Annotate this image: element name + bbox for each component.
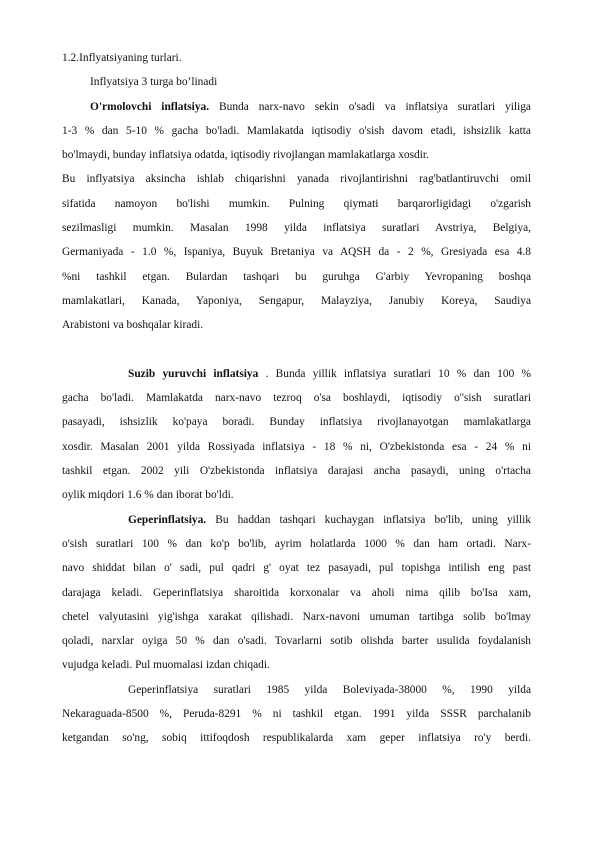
document-page (62, 46, 531, 751)
paragraph-hyperinflation: Geperinflatsiya. Bu haddan tashqari kuchaygan inflatsiya bo'lib, uning yillik o'sish suratlari 100 % dan ko'p bo'lib, ayrim holatlarda 1000 % dan ham ortadi. Narx- navo shiddat bilan o' sadi, pul qadri g' oyat tez pasayadi, pul topishga intilish eng past darajaga keladi. Geperinflatsiya sharoitida korxonalar va aholi nima qilib bo'Isa xam, chetel valyutasini yig'ishga xarakat qilishadi. Narx-navoni umuman tartibga solib bo'lmay qoladi, narxlar oyiga 50 % dan o'sadi. Tovarlarni sotib olishda barter usulida foydalanish vujudga keladi. Pul muomalasi izdan chiqadi. (62, 513, 531, 672)
paragraph-hyperinflation-examples: Geperinflatsiya suratlari 1985 yilda Boleviyada-38000 %, 1990 yilda Nekaraguada-8500 %, Peruda-8291 % ni tashkil etgan. 1991 yilda SSSR parchalanib ketgandan so'ng, sobiq ittifoqdosh respublikalarda xam geper inflatsiya ro'y berdi. (62, 683, 531, 745)
paragraph-creeping-inflation: O'rmolovchi inflatsiya. Bunda narx-navo sekin o'sadi va inflatsiya suratlari yiliga 1-3 % dan 5-10 % gacha bo'ladi. Mamlakatda iqtisodiy o'sish davom etadi, ishsizlik katta bo'lmaydi, bunday inflatsiya odatda, iqtisodiy rivojlangan mamlakatlarga xosdir. (62, 100, 531, 162)
section-subheading: Inflyatsiya 3 turga bo’linadi (90, 76, 218, 89)
term-creeping-inflation: O'rmolovchi inflatsiya. (90, 100, 210, 113)
term-hyperinflation: Geperinflatsiya. (128, 513, 207, 526)
term-galloping-inflation: Suzib yuruvchi inflatsiya (128, 367, 259, 380)
section-heading: 1.2.Inflyatsiyaning turlari. (62, 52, 182, 64)
paragraph-creeping-examples: Bu inflyatsiya aksincha ishlab chiqarishni yanada rivojlantirishni rag'batlantiruvchi omil sifatida namoyon bo'lishi mumkin. Pulning qiymati barqarorligidagi o'zgarish sezilmasligi mumkin. Masalan 1998 yilda inflatsiya suratlari Avstriya, Belgiya, Germaniyada - 1.0 %, Ispaniya, Buyuk Bretaniya va AQSH da - 2 %, Gresiyada esa 4.8 %ni tashkil etgan. Bulardan tashqari bu guruhga G'arbiy Yevropaning boshqa mamlakatlari, Kanada, Yaponiya, Sengapur, Malayziya, Janubiy Koreya, Saudiya Arabistoni va boshqalar kiradi. (62, 173, 531, 332)
paragraph-gap (62, 338, 531, 362)
paragraph-galloping-inflation: Suzib yuruvchi inflatsiya . Bunda yillik inflatsiya suratlari 10 % dan 100 % gacha bo'ladi. Mamlakatda narx-navo tezroq o'sa boshlaydi, iqtisodiy o''sish suratlari pasayadi, ishsizlik ko'paya boradi. Bunday inflatsiya rivojlanayotgan mamlakatlarga xosdir. Masalan 2001 yilda Rossiyada inflatsiya - 18 % ni, O'zbekistonda esa - 24 % ni tashkil etgan. 2002 yili O'zbekistonda inflatsiya darajasi ancha pasaydi, uning o'rtacha oylik miqdori 1.6 % dan iborat bo'ldi. (62, 367, 531, 502)
